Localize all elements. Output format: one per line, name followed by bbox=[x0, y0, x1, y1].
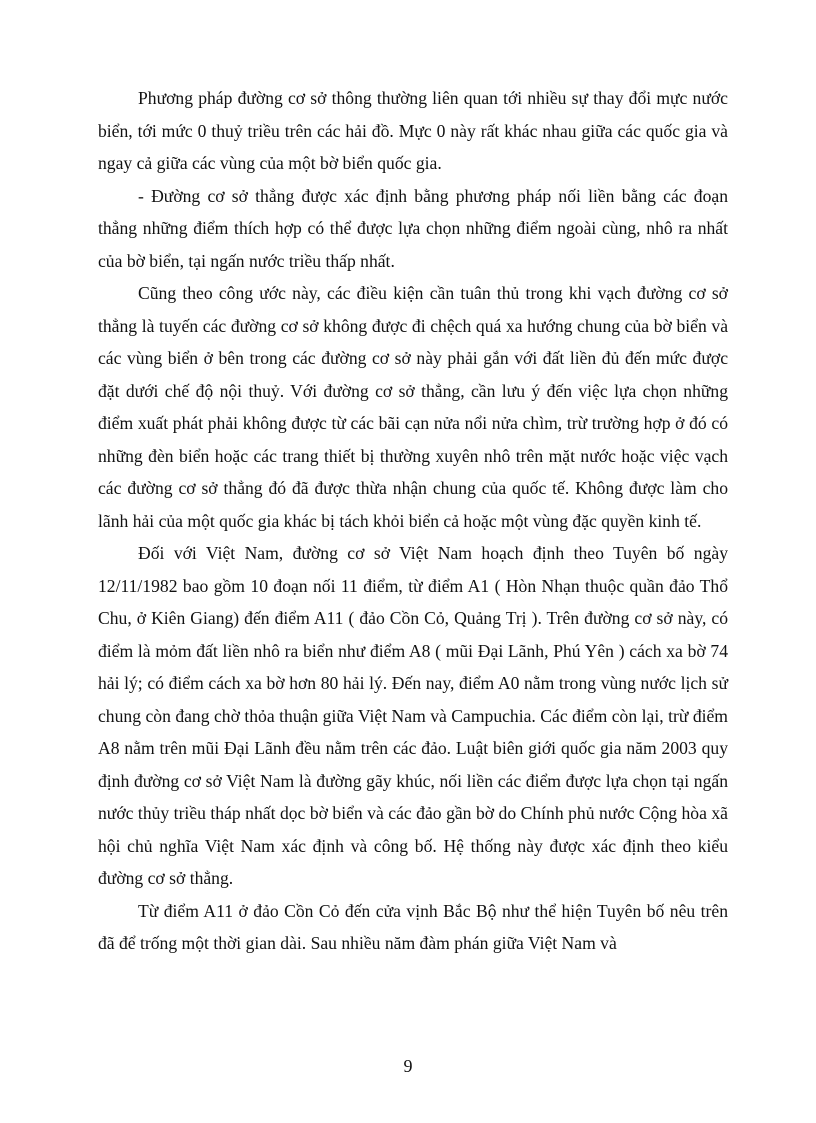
paragraph-2: - Đường cơ sở thẳng được xác định bằng phương pháp nối liền bằng các đoạn thẳng những điểm thích hợp có thể được lựa chọn những điểm ngoài cùng, nhô ra nhất của bờ biển, tại ngấn nước triều thấp nhất. bbox=[98, 185, 728, 271]
paragraph-4: Đối với Việt Nam, đường cơ sở Việt Nam hoạch định theo Tuyên bố ngày 12/11/1982 bao gồm 10 đoạn nối 11 điểm, từ điểm A1 ( Hòn Nhạn thuộc quần đảo Thổ Chu, ở Kiên Giang) đến điểm A11 ( đảo Cồn Cỏ, Quảng Trị ). Trên đường cơ sở này, có điểm là mỏm đất liền nhô ra biển như điểm A8 ( mũi Đại Lãnh, Phú Yên ) cách xa bờ 74 hải lý; có điểm cách xa bờ hơn 80 hải lý. Đến nay, điểm A0 nằm trong vùng nước lịch sử chung còn đang chờ thỏa thuận giữa Việt Nam và Campuchia. Các điểm còn lại, trừ điểm A8 nằm trên mũi Đại Lãnh đều nằm trên các đảo. Luật biên giới quốc gia năm 2003 quy định đường cơ sở Việt Nam là đường gãy khúc, nối liền các điểm được lựa chọn tại ngấn nước thủy triều tháp nhất dọc bờ biển và các đảo gần bờ do Chính phủ nước Cộng hòa xã hội chủ nghĩa Việt Nam xác định và công bố. Hệ thống này được xác định theo kiểu đường cơ sở thẳng. bbox=[98, 543, 728, 888]
paragraph-3: Cũng theo công ước này, các điều kiện cần tuân thủ trong khi vạch đường cơ sở thẳng là tuyến các đường cơ sở không được đi chệch quá xa hướng chung của bờ biển và các vùng biển ở bên trong các đường cơ sở này phải gắn với đất liền đủ đến mức được đặt dưới chế độ nội thuỷ. Với đường cơ sở thẳng, cần lưu ý đến việc lựa chọn những điểm xuất phát phải không được từ các bãi cạn nửa nổi nửa chìm, trừ trường hợp ở đó có những đèn biển hoặc các trang thiết bị thường xuyên nhô trên mặt nước hoặc việc vạch các đường cơ sở thẳng đó đã được thừa nhận chung của quốc tế. Không được làm cho lãnh hải của một quốc gia khác bị tách khỏi biển cả hoặc một vùng đặc quyền kinh tế. bbox=[98, 283, 728, 531]
paragraph-5: Từ điểm A11 ở đảo Cồn Cỏ đến cửa vịnh Bắc Bộ như thể hiện Tuyên bố nêu trên đã để trống một thời gian dài. Sau nhiều năm đàm phán giữa Việt Nam và bbox=[98, 900, 728, 953]
page-number: 9 bbox=[403, 1056, 413, 1076]
paragraph-1: Phương pháp đường cơ sở thông thường liên quan tới nhiều sự thay đổi mực nước biển, tới mức 0 thuỷ triều trên các hải đồ. Mực 0 này rất khác nhau giữa các quốc gia và ngay cả giữa các vùng của một bờ biển quốc gia. bbox=[98, 88, 728, 173]
document-body bbox=[98, 82, 728, 960]
